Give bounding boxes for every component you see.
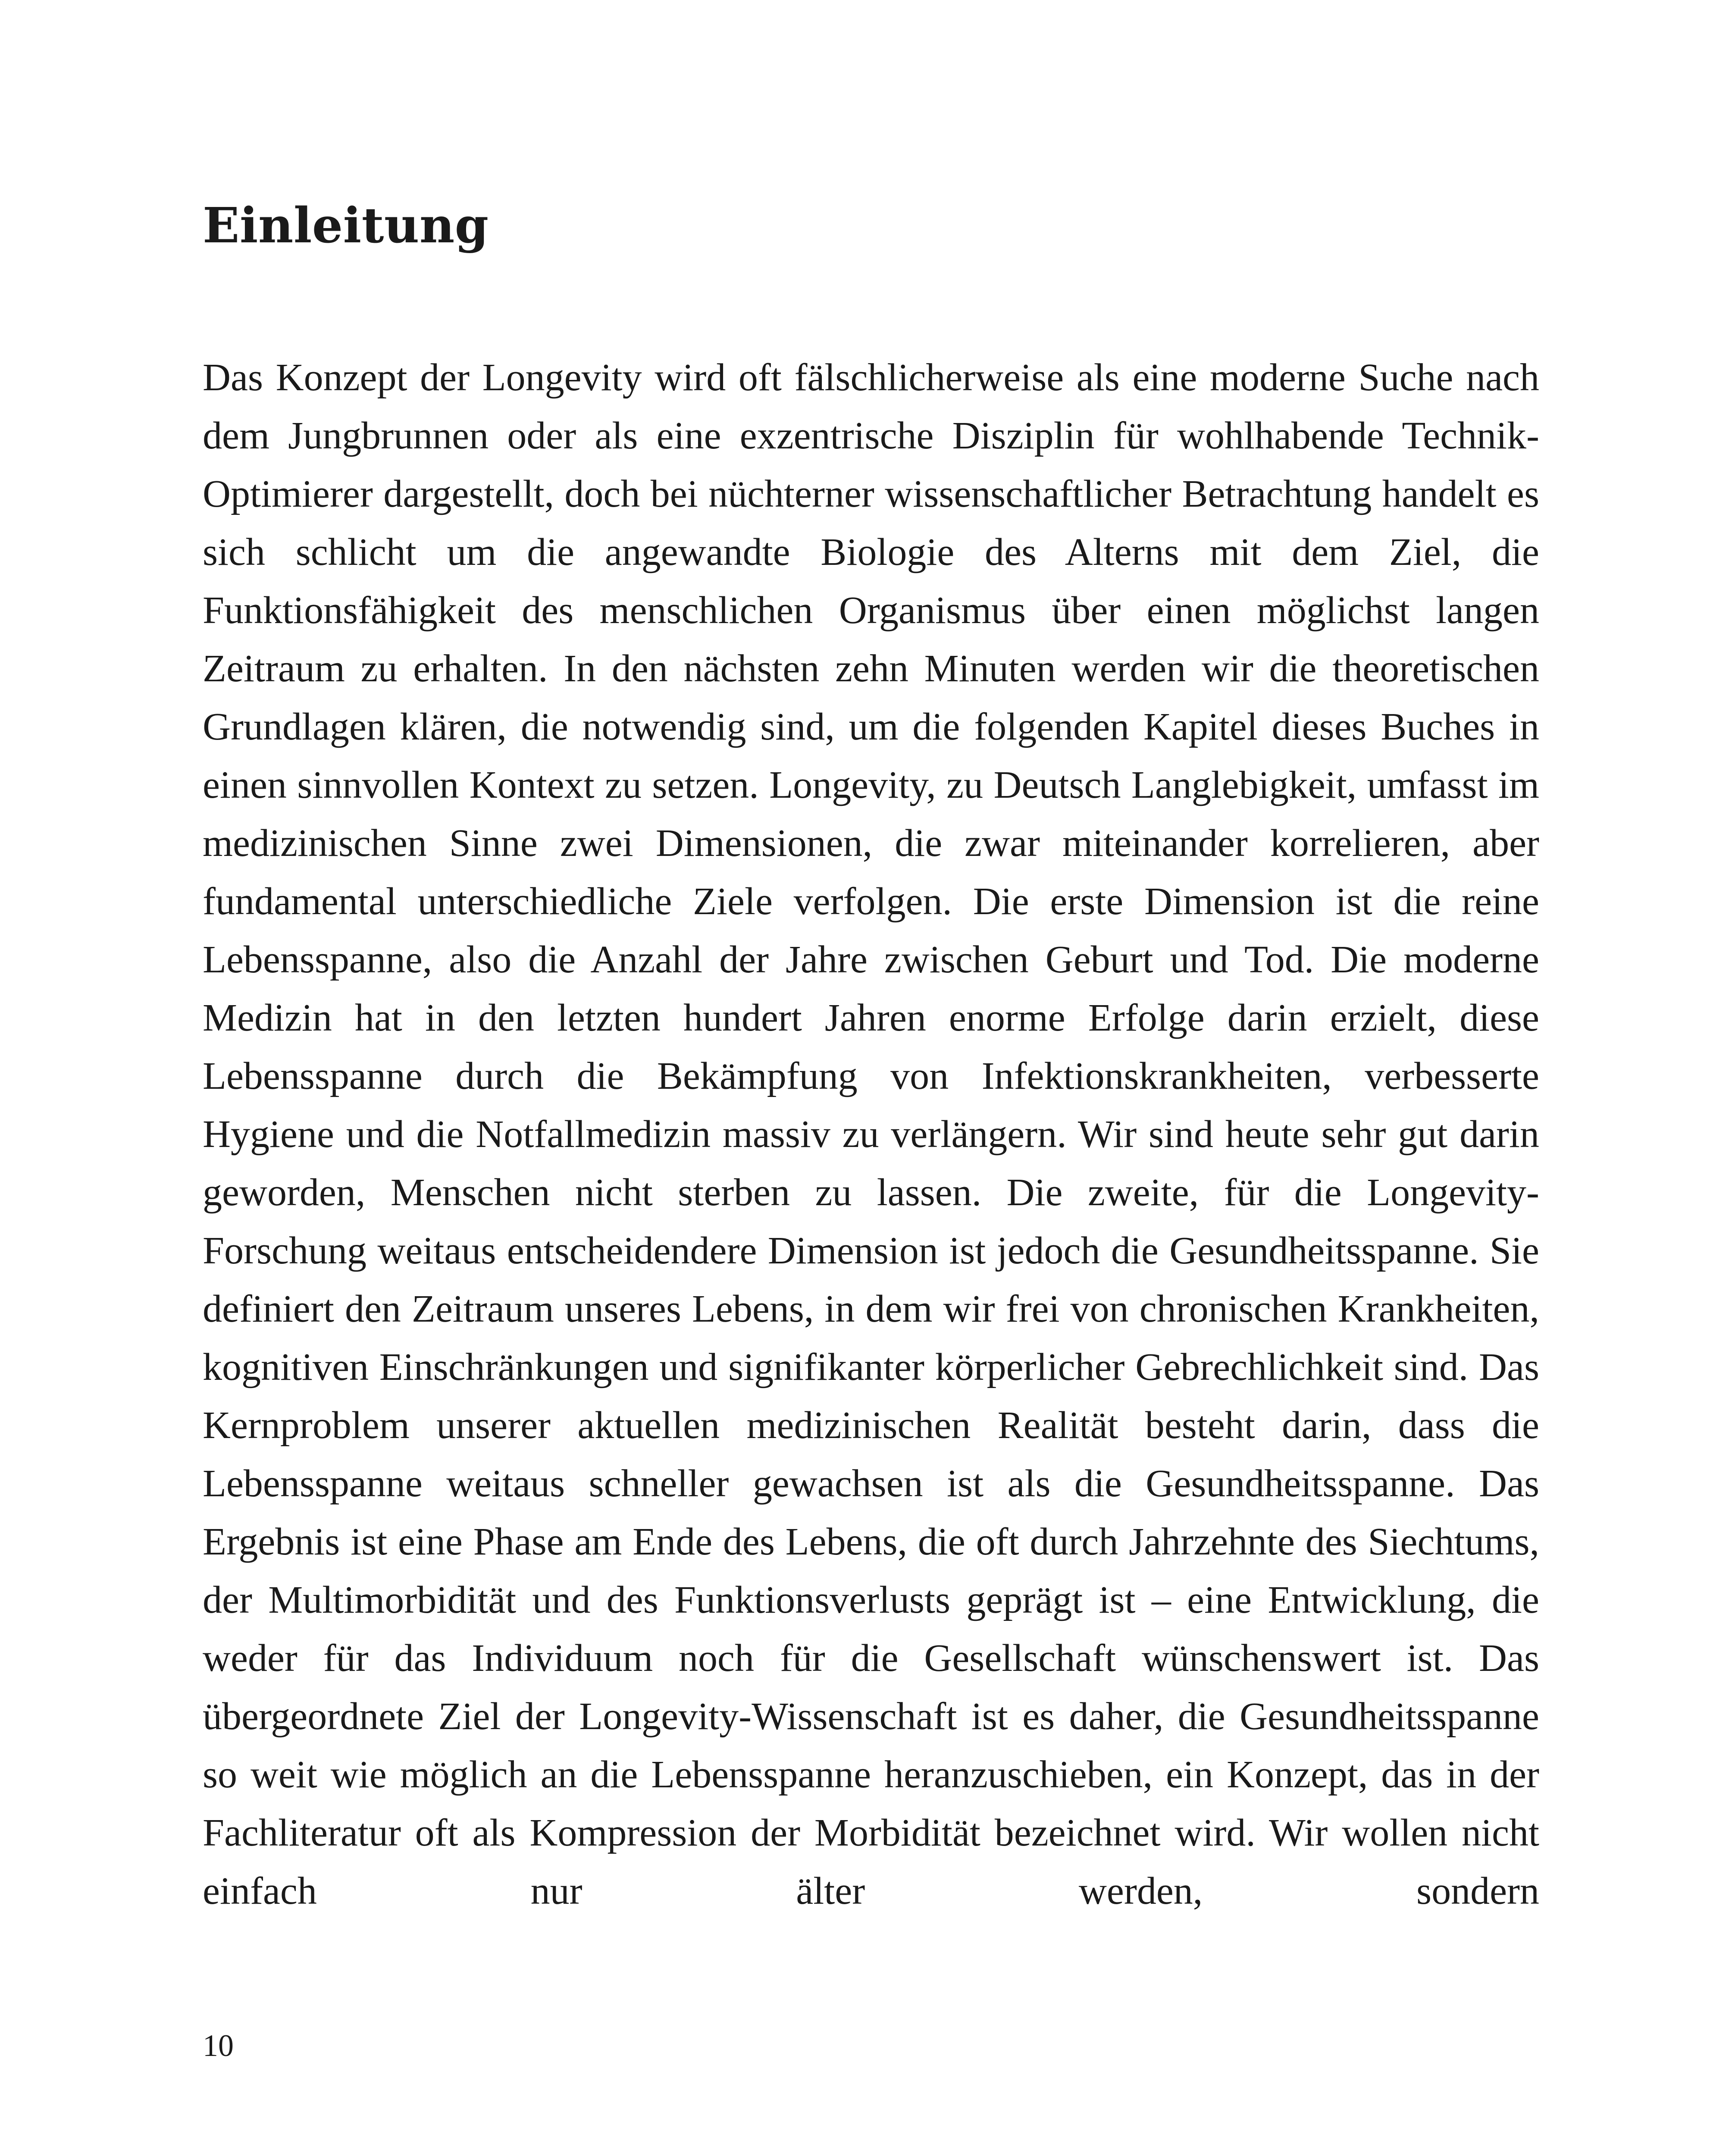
- chapter-title: Einleitung: [203, 197, 489, 254]
- page-number: 10: [203, 2028, 234, 2063]
- body-paragraph: Das Konzept der Longevity wird oft fälschlicherweise als eine moderne Suche nach dem Jungbrunnen oder als eine exzentrische Disziplin für wohlhabende Technik-Optimierer dargestellt, doch bei nüchterner wissenschaftlicher Betrachtung handelt es sich schlicht um die angewandte Biologie des Alterns mit dem Ziel, die Funktionsfähigkeit des menschlichen Organismus über einen möglichst langen Zeitraum zu erhalten. In den nächsten zehn Minuten werden wir die theoretischen Grundlagen klären, die notwendig sind, um die folgenden Kapitel dieses Buches in einen sinnvollen Kontext zu setzen. Longevity, zu Deutsch Langlebigkeit, umfasst im medizinischen Sinne zwei Dimensionen, die zwar miteinander korrelieren, aber fundamental unterschiedliche Ziele verfolgen. Die erste Dimension ist die reine Lebensspanne, also die Anzahl der Jahre zwischen Geburt und Tod. Die moderne Medizin hat in den letzten hundert Jahren enorme Erfolge darin erzielt, diese Lebensspanne durch die Bekämpfung von Infektionskrankheiten, verbesserte Hygiene und die Notfallmedizin massiv zu verlängern. Wir sind heute sehr gut darin geworden, Menschen nicht sterben zu lassen. Die zweite, für die Longevity-Forschung weitaus entscheidendere Dimension ist jedoch die Gesundheitsspanne. Sie definiert den Zeitraum unseres Lebens, in dem wir frei von chronischen Krankheiten, kognitiven Einschränkungen und signifikanter körperlicher Gebrechlichkeit sind. Das Kernproblem unserer aktuellen medizinischen Realität besteht darin, dass die Lebensspanne weitaus schneller gewachsen ist als die Gesundheitsspanne. Das Ergebnis ist eine Phase am Ende des Lebens, die oft durch Jahrzehnte des Siechtums, der Multimorbidität und des Funktionsverlusts geprägt ist – eine Entwicklung, die weder für das Individuum noch für die Gesellschaft wünschenswert ist. Das übergeordnete Ziel der Longevity-Wissenschaft ist es daher, die Gesundheitsspanne so weit wie möglich an die Lebensspanne heranzuschieben, ein Konzept, das in der Fachliteratur oft als Kompression der Morbidität bezeichnet wird. Wir wollen nicht einfach nur älter werden, sondern: [203, 356, 1539, 1912]
